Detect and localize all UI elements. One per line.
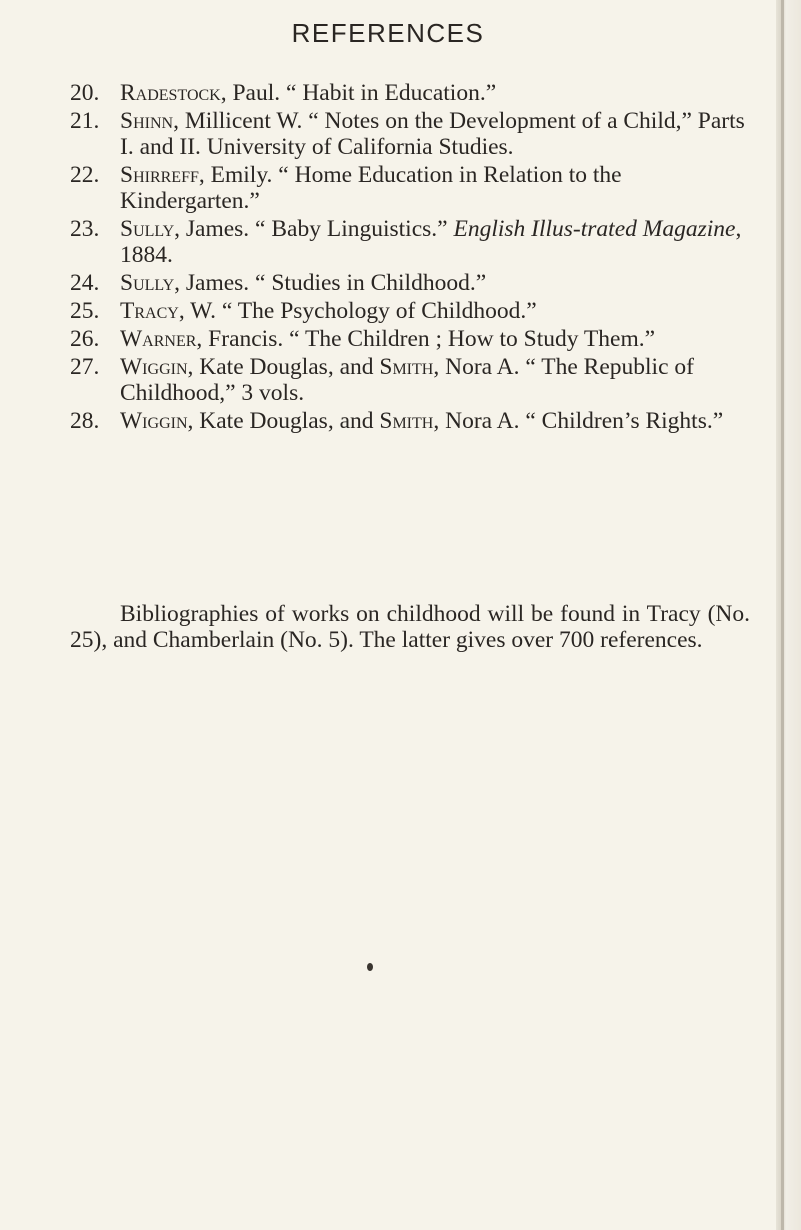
entry-author: Sully <box>120 270 175 296</box>
entry-number: 28. <box>70 408 100 434</box>
entry-mid: , Kate Douglas, and <box>187 354 380 380</box>
entry-text <box>120 80 750 106</box>
entry-author: Warner <box>120 326 197 352</box>
entry-text <box>120 162 750 214</box>
reference-entry <box>70 298 750 324</box>
entry-author: Radestock <box>120 80 221 106</box>
entry-rest: , 1884. <box>120 216 742 268</box>
page-edge <box>776 0 801 1230</box>
entry-journal: English Illus-trated Magazine <box>453 216 736 242</box>
reference-entry <box>70 80 750 106</box>
entry-text <box>120 298 750 324</box>
reference-entry <box>70 108 750 160</box>
entry-author: Tracy <box>120 298 179 324</box>
entry-author-2: Smith <box>379 408 434 434</box>
entry-author: Sully <box>120 216 175 242</box>
entry-author: Shinn <box>120 108 174 134</box>
page-edge-line <box>781 0 784 1230</box>
entry-rest: , Emily. “ Home Education in Relation to the Kindergarten.” <box>120 162 622 214</box>
entry-rest: , Millicent W. “ Notes on the Development of a Child,” Parts I. and II. University of California Studies. <box>120 108 745 160</box>
reference-entry <box>70 216 750 268</box>
reference-entry <box>70 354 750 406</box>
entry-author: Shirreff <box>120 162 199 188</box>
entry-text <box>120 108 750 160</box>
entry-number: 20. <box>70 80 100 106</box>
entry-number: 23. <box>70 216 100 242</box>
entry-author: Wiggin <box>120 408 188 434</box>
entry-mid: , Kate Douglas, and <box>187 408 380 434</box>
entry-rest: , Paul. “ Habit in Education.” <box>220 80 497 106</box>
entry-rest: , W. “ The Psychology of Childhood.” <box>178 298 537 324</box>
reference-list <box>70 80 750 436</box>
reference-entry <box>70 408 750 434</box>
entry-author: Wiggin <box>120 354 188 380</box>
entry-number: 27. <box>70 354 100 380</box>
entry-author-2: Smith <box>379 354 434 380</box>
reference-entry <box>70 270 750 296</box>
entry-text <box>120 354 750 406</box>
entry-number: 22. <box>70 162 100 188</box>
entry-number: 24. <box>70 270 100 296</box>
entry-rest: , Nora A. “ Children’s Rights.” <box>433 408 724 434</box>
entry-number: 26. <box>70 326 100 352</box>
bibliography-note: Bibliographies of works on childhood will be found in Tracy (No. 25), and Chamberlain (No. 5). The latter gives over 700 references. <box>70 600 750 653</box>
entry-text <box>120 326 750 352</box>
entry-text <box>120 216 750 268</box>
reference-entry <box>70 162 750 214</box>
entry-rest: , Nora A. “ The Republic of Childhood,” 3 vols. <box>120 354 694 406</box>
entry-rest: , Francis. “ The Children ; How to Study Them.” <box>196 326 656 352</box>
page-header: REFERENCES <box>291 18 485 48</box>
entry-text <box>120 408 750 434</box>
ink-speck <box>367 963 373 971</box>
entry-rest: , James. “ Studies in Childhood.” <box>174 270 487 296</box>
entry-mid: , James. “ Baby Linguistics.” <box>174 216 454 242</box>
entry-number: 25. <box>70 298 100 324</box>
entry-number: 21. <box>70 108 100 134</box>
reference-entry <box>70 326 750 352</box>
entry-text <box>120 270 750 296</box>
